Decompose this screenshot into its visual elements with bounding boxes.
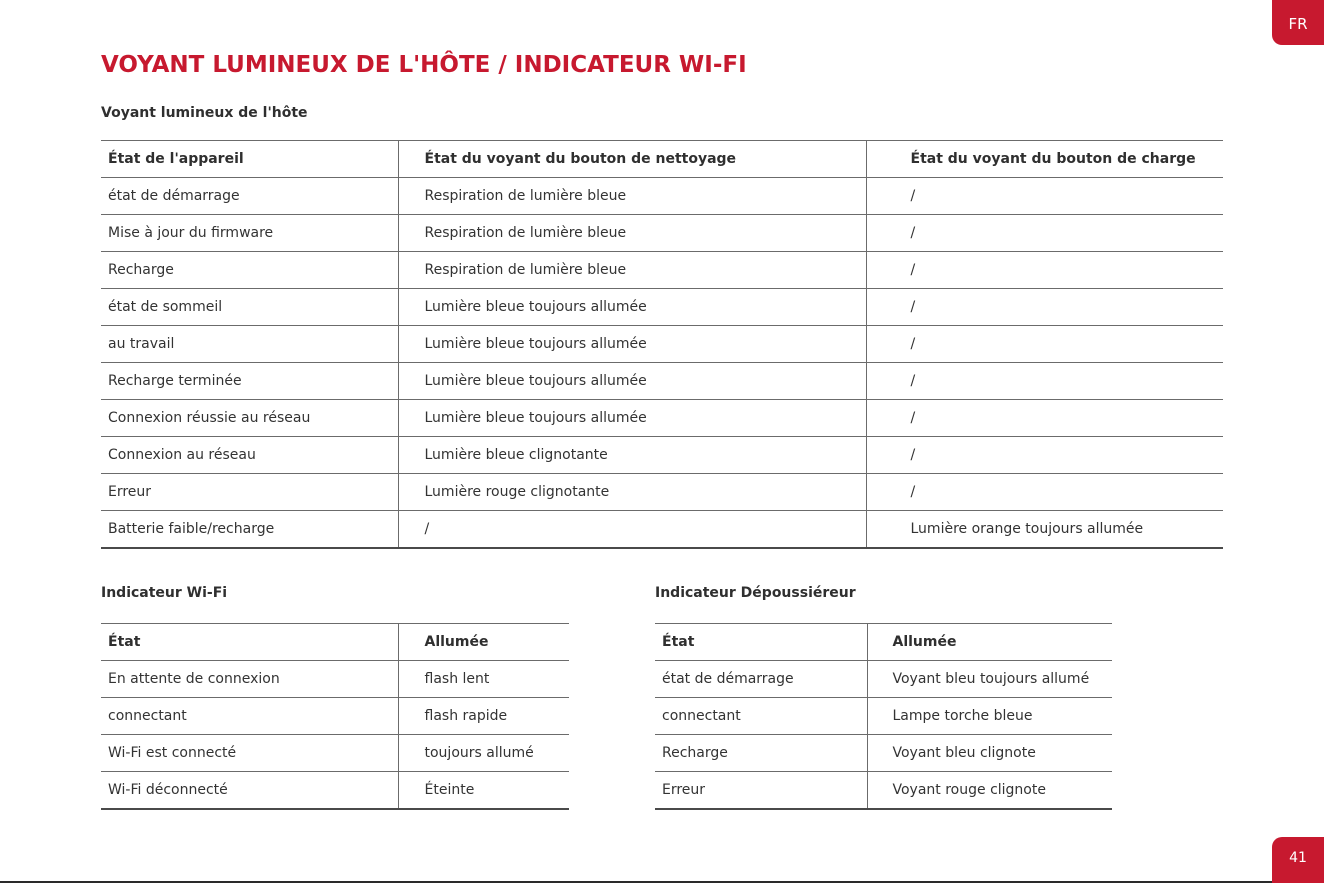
table-cell: Voyant rouge clignote: [867, 772, 1112, 810]
table-cell: Wi-Fi déconnecté: [101, 772, 398, 810]
table-cell: Recharge terminée: [101, 363, 398, 400]
table-cell: Lumière bleue toujours allumée: [398, 326, 866, 363]
table-row: [101, 400, 1223, 437]
table-cell: /: [866, 289, 1223, 326]
table-cell: Recharge: [101, 252, 398, 289]
table-cell: Batterie faible/recharge: [101, 511, 398, 549]
table-row: [101, 289, 1223, 326]
table-header-row: [101, 141, 1223, 178]
table-row: [101, 698, 569, 735]
table-cell: Respiration de lumière bleue: [398, 215, 866, 252]
table-cell: /: [866, 215, 1223, 252]
dust-section-title: Indicateur Dépoussiéreur: [655, 585, 856, 601]
table-cell: /: [866, 178, 1223, 215]
table-cell: /: [398, 511, 866, 549]
table-cell: Voyant bleu toujours allumé: [867, 661, 1112, 698]
table-cell: Mise à jour du firmware: [101, 215, 398, 252]
table-cell: connectant: [655, 698, 867, 735]
table-cell: Respiration de lumière bleue: [398, 178, 866, 215]
table-row: [655, 772, 1112, 810]
page-number: 41: [1272, 837, 1324, 883]
table-cell: flash rapide: [398, 698, 569, 735]
table-cell: état de démarrage: [655, 661, 867, 698]
table-cell: /: [866, 437, 1223, 474]
page-title: VOYANT LUMINEUX DE L'HÔTE / INDICATEUR WI-FI: [101, 52, 747, 78]
table-cell: Lumière bleue toujours allumée: [398, 363, 866, 400]
table-row: [101, 735, 569, 772]
column-header-charge-button-led: État du voyant du bouton de charge: [866, 141, 1223, 178]
column-header-light: Allumée: [398, 624, 569, 661]
table-cell: /: [866, 363, 1223, 400]
table-row: [101, 772, 569, 810]
wifi-indicator-table: [101, 623, 569, 810]
column-header-light: Allumée: [867, 624, 1112, 661]
table-cell: Connexion au réseau: [101, 437, 398, 474]
table-cell: état de démarrage: [101, 178, 398, 215]
table-cell: Recharge: [655, 735, 867, 772]
table-cell: /: [866, 326, 1223, 363]
table-row: [101, 474, 1223, 511]
dust-indicator-table: [655, 623, 1112, 810]
table-cell: /: [866, 252, 1223, 289]
wifi-section-title: Indicateur Wi-Fi: [101, 585, 228, 601]
table-row: [101, 178, 1223, 215]
table-cell: Connexion réussie au réseau: [101, 400, 398, 437]
table-cell: /: [866, 474, 1223, 511]
table-row: [101, 326, 1223, 363]
column-header-clean-button-led: État du voyant du bouton de nettoyage: [398, 141, 866, 178]
table-header-row: [101, 624, 569, 661]
column-header-state: État: [101, 624, 398, 661]
table-row: [655, 661, 1112, 698]
table-cell: Erreur: [655, 772, 867, 810]
host-section-title: Voyant lumineux de l'hôte: [101, 105, 308, 121]
language-tab: FR: [1272, 0, 1324, 45]
table-cell: Lampe torche bleue: [867, 698, 1112, 735]
table-cell: Lumière bleue toujours allumée: [398, 289, 866, 326]
table-cell: En attente de connexion: [101, 661, 398, 698]
table-cell: Respiration de lumière bleue: [398, 252, 866, 289]
table-cell: Wi-Fi est connecté: [101, 735, 398, 772]
table-cell: Éteinte: [398, 772, 569, 810]
table-row: [101, 437, 1223, 474]
column-header-state: État: [655, 624, 867, 661]
table-cell: Lumière rouge clignotante: [398, 474, 866, 511]
host-indicator-table: [101, 140, 1223, 549]
table-row: [101, 215, 1223, 252]
table-row: [101, 661, 569, 698]
table-row: [101, 363, 1223, 400]
table-cell: connectant: [101, 698, 398, 735]
column-header-device-state: État de l'appareil: [101, 141, 398, 178]
table-cell: Lumière orange toujours allumée: [866, 511, 1223, 549]
table-cell: Voyant bleu clignote: [867, 735, 1112, 772]
table-row: [101, 252, 1223, 289]
table-cell: au travail: [101, 326, 398, 363]
table-row: [655, 735, 1112, 772]
table-cell: état de sommeil: [101, 289, 398, 326]
table-cell: toujours allumé: [398, 735, 569, 772]
table-row: [655, 698, 1112, 735]
table-cell: Lumière bleue toujours allumée: [398, 400, 866, 437]
table-cell: Erreur: [101, 474, 398, 511]
table-cell: /: [866, 400, 1223, 437]
table-cell: Lumière bleue clignotante: [398, 437, 866, 474]
table-row: [101, 511, 1223, 549]
table-header-row: [655, 624, 1112, 661]
table-cell: flash lent: [398, 661, 569, 698]
